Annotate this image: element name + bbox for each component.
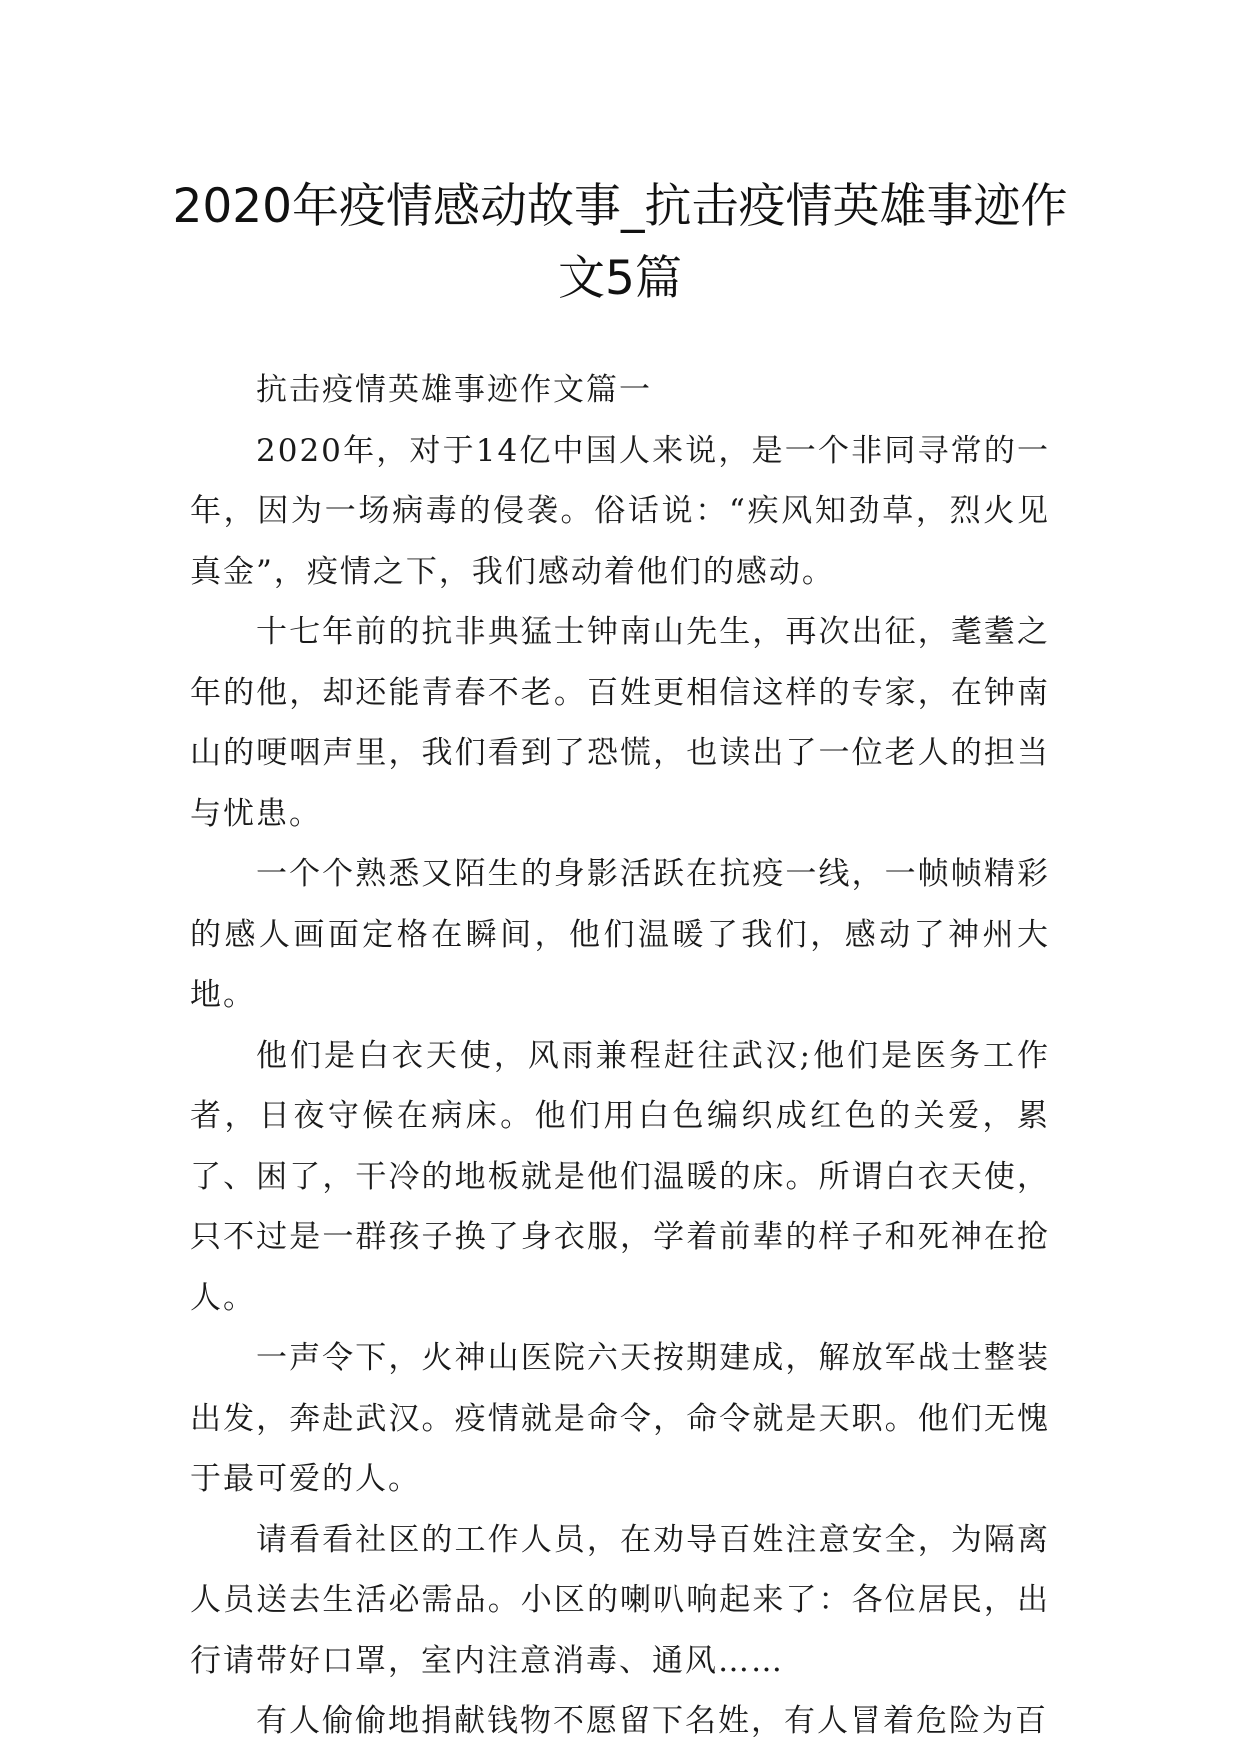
section-heading: 抗击疫情英雄事迹作文篇一 [256, 372, 652, 408]
paragraph: 一个个熟悉又陌生的身影活跃在抗疫一线，一帧帧精彩的感人画面定格在瞬间，他们温暖了我们，感动了神州大地。 [190, 856, 1050, 1013]
paragraph: 2020年，对于14亿中国人来说，是一个非同寻常的一年，因为一场病毒的侵袭。俗话说：“疾风知劲草，烈火见真金”，疫情之下，我们感动着他们的感动。 [190, 432, 1050, 590]
paragraph: 有人偷偷地捐献钱物不愿留下名姓，有人冒着危险为百 [256, 1703, 1048, 1739]
paragraph: 他们是白衣天使，风雨兼程赶往武汉;他们是医务工作者，日夜守候在病床。他们用白色编织成红色的关爱，累了、困了，干冷的地板就是他们温暖的床。所谓白衣天使，只不过是一群孩子换了身衣服，学着前辈的样子和死神在抢人。 [190, 1037, 1050, 1316]
document-title: 2020年疫情感动故事_抗击疫情英雄事迹作文5篇 [172, 179, 1068, 307]
paragraph: 请看看社区的工作人员，在劝导百姓注意安全，为隔离人员送去生活必需品。小区的喇叭响起来了：各位居民，出行请带好口罩，室内注意消毒、通风…… [190, 1521, 1050, 1679]
paragraph: 十七年前的抗非典猛士钟南山先生，再次出征，耄耋之年的他，却还能青春不老。百姓更相信这样的专家，在钟南山的哽咽声里，我们看到了恐慌，也读出了一位老人的担当与忧患。 [190, 614, 1050, 832]
paragraph: 一声令下，火神山医院六天按期建成，解放军战士整装出发，奔赴武汉。疫情就是命令，命令就是天职。他们无愧于最可爱的人。 [190, 1340, 1050, 1497]
document-body [190, 360, 1050, 1752]
